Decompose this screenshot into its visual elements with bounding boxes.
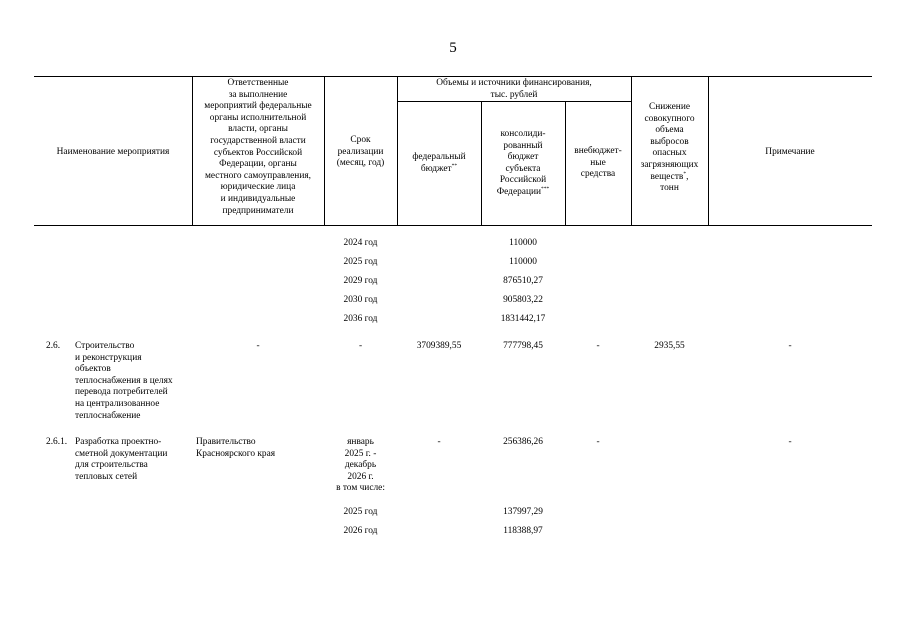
year-cell: 2026 год bbox=[343, 526, 378, 536]
row-number: 2.6. bbox=[46, 341, 61, 351]
year-cell: 2029 год bbox=[343, 276, 378, 286]
reduction-cell: 2935,55 bbox=[654, 341, 685, 351]
regional-cell: 110000 bbox=[509, 257, 537, 267]
responsible-cell: - bbox=[256, 341, 260, 351]
regional-cell: 905803,22 bbox=[503, 295, 543, 305]
responsible-cell: Правительство Красноярского края bbox=[196, 437, 276, 459]
extrabudget-cell: - bbox=[596, 341, 600, 351]
regional-cell: 110000 bbox=[509, 238, 537, 248]
header-note: Примечание bbox=[765, 147, 815, 157]
regional-cell: 137997,29 bbox=[503, 507, 543, 517]
extrabudget-cell: - bbox=[596, 437, 600, 447]
header-name: Наименование мероприятия bbox=[56, 147, 170, 157]
header-regional: консолиди- рованный бюджет субъекта Российской Федерации*** bbox=[496, 129, 550, 197]
year-cell: 2036 год bbox=[343, 314, 378, 324]
page-number: 5 bbox=[449, 40, 457, 56]
table-top-rule bbox=[34, 76, 872, 77]
note-cell: - bbox=[788, 437, 792, 447]
year-cell: 2025 год bbox=[343, 507, 378, 517]
term-cell: январь 2025 г. - декабрь 2026 г. в том числе: bbox=[336, 437, 385, 494]
regional-cell: 118388,97 bbox=[503, 526, 543, 536]
regional-cell: 777798,45 bbox=[503, 341, 543, 351]
header-term: Срок реализации (месяц, год) bbox=[336, 135, 385, 169]
regional-cell: 256386,26 bbox=[503, 437, 543, 447]
federal-cell: - bbox=[437, 437, 441, 447]
measure-name: Строительство и реконструкция объектов теплоснабжения в целях перевода потребителей на централизованное теплоснабжение bbox=[75, 341, 173, 421]
federal-cell: 3709389,55 bbox=[416, 341, 462, 351]
note-cell: - bbox=[788, 341, 792, 351]
regional-cell: 1831442,17 bbox=[500, 314, 546, 324]
year-cell: 2025 год bbox=[343, 257, 378, 267]
regional-cell: 876510,27 bbox=[503, 276, 543, 286]
header-bottom-rule bbox=[34, 225, 872, 226]
header-reduction: Снижение совокупного объема выбросов опасных загрязняющих веществ*, тонн bbox=[640, 102, 699, 194]
year-cell: 2030 год bbox=[343, 295, 378, 305]
header-extrabudget: внебюджет- ные средства bbox=[574, 146, 622, 180]
term-cell: - bbox=[358, 341, 363, 351]
header-responsible: Ответственные за выполнение мероприятий федеральные органы исполнительной власти, органы государственной власти субъектов Российской Федерации, органы местного самоуправления, юридические лица и индивидуальные предприниматели bbox=[204, 78, 312, 216]
row-number: 2.6.1. bbox=[46, 437, 68, 447]
header-funding: Объемы и источники финансирования, тыс. рублей bbox=[436, 78, 592, 100]
year-cell: 2024 год bbox=[343, 238, 378, 248]
header-federal: федеральный бюджет** bbox=[412, 152, 466, 174]
measure-name: Разработка проектно- сметной документации для строительства тепловых сетей bbox=[75, 437, 168, 482]
